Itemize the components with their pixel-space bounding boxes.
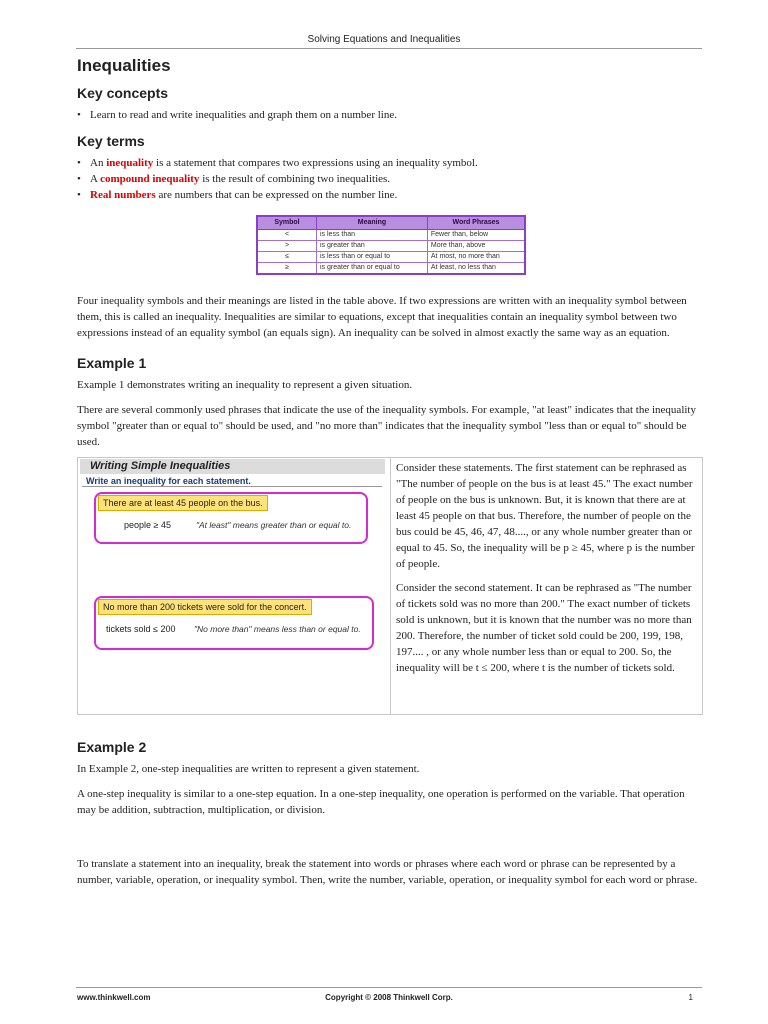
term-real-numbers: Real numbers bbox=[90, 189, 156, 201]
example1-explanation bbox=[391, 458, 702, 714]
table-row bbox=[257, 230, 525, 241]
meaning-cell: is greater than bbox=[317, 241, 428, 252]
figure-rule bbox=[82, 486, 382, 487]
statement2-expression: tickets sold ≤ 200 bbox=[106, 624, 176, 634]
key-concepts-heading: Key concepts bbox=[77, 85, 169, 101]
statement1-note: "At least" means greater than or equal to. bbox=[196, 520, 352, 530]
example2-definition: A one-step inequality is similar to a one-step equation. In a one-step inequality, one operation is performed on the variable. That operation may be addition, subtraction, multiplication, or division. bbox=[77, 788, 685, 816]
table-row bbox=[257, 252, 525, 263]
col-header-word-phrases: Word Phrases bbox=[427, 216, 525, 230]
example1-figure bbox=[78, 458, 391, 714]
footer-copyright: Copyright © 2008 Thinkwell Corp. bbox=[325, 993, 453, 1002]
example2-heading: Example 2 bbox=[77, 739, 147, 755]
explanation-statement2: Consider the second statement. It can be rephrased as "The number of tickets sold was no more than 200." The exact number of tickets sold is unknown, but it is known that the number was no more than 200. Therefore, the number of ticket sold could be 200, 199, 198, 197.... , or any whole number less than or equal to 200. So, the inequality will be t ≤ 200, where t is the number of tickets sold. bbox=[396, 582, 692, 674]
phrase-cell: More than, above bbox=[427, 241, 525, 252]
figure-heading: Writing Simple Inequalities bbox=[80, 459, 385, 474]
inequality-symbol-table bbox=[256, 215, 526, 275]
example2-intro: In Example 2, one-step inequalities are written to represent a given statement. bbox=[77, 763, 420, 775]
meaning-cell: is less than or equal to bbox=[317, 252, 428, 263]
example1-intro: Example 1 demonstrates writing an inequality to represent a given situation. bbox=[77, 379, 413, 391]
figure-subheading: Write an inequality for each statement. bbox=[86, 476, 251, 486]
col-header-symbol: Symbol bbox=[257, 216, 317, 230]
page-title: Inequalities bbox=[77, 56, 171, 75]
symbol-cell: ≤ bbox=[257, 252, 317, 263]
example1-phrases: There are several commonly used phrases that indicate the use of the inequality symbols. For example, "at least" indicates that the inequality symbol "greater than or equal to" should be used, and "no more than" indicates that the inequality symbol "less than or equal to" should be used. bbox=[77, 404, 696, 448]
meaning-cell: is greater than or equal to bbox=[317, 263, 428, 275]
key-concepts-list bbox=[77, 107, 701, 123]
intro-paragraph: Four inequality symbols and their meanings are listed in the table above. If two expressions are written with an inequality symbol between them, this is called an inequality. Inequalities are similar to equations, except that inequalities contain an inequality symbol between two expressions instead of an equality symbol (an equals sign). An inequality can be solved in almost exactly the same way as an equation. bbox=[77, 295, 687, 339]
explanation-statement1: Consider these statements. The first statement can be rephrased as "The number of people on the bus is at least 45." The exact number of people on the bus is unknown. But, it is known that there are at least 45 people on that bus. Therefore, the number of people on the bus could be 45, 46, 47, 48...., or any whole number greater than or equal to 45. So, the inequality will be p ≥ 45, where p is the number of people. bbox=[396, 462, 695, 570]
footer-rule bbox=[76, 987, 702, 988]
phrase-cell: Fewer than, below bbox=[427, 230, 525, 241]
running-header: Solving Equations and Inequalities bbox=[307, 34, 461, 45]
statement2-label: No more than 200 tickets were sold for the concert. bbox=[98, 599, 312, 615]
key-term-item: • Real numbers are numbers that can be expressed on the number line. bbox=[77, 187, 701, 203]
term-inequality: inequality bbox=[106, 157, 154, 169]
meaning-cell: is less than bbox=[317, 230, 428, 241]
footer-page-number: 1 bbox=[688, 993, 693, 1002]
header-rule bbox=[76, 48, 702, 49]
phrase-cell: At most, no more than bbox=[427, 252, 525, 263]
page-content bbox=[77, 52, 701, 897]
key-concept-item: • Learn to read and write inequalities and graph them on a number line. bbox=[77, 107, 701, 123]
symbol-cell: ≥ bbox=[257, 263, 317, 275]
example1-grid bbox=[77, 457, 703, 715]
term-compound-inequality: compound inequality bbox=[100, 173, 200, 185]
symbol-table-wrapper bbox=[256, 215, 526, 275]
example1-heading: Example 1 bbox=[77, 355, 147, 371]
key-term-item: • An inequality is a statement that compares two expressions using an inequality symbol. bbox=[77, 155, 701, 171]
phrase-cell: At least, no less than bbox=[427, 263, 525, 275]
table-row bbox=[257, 263, 525, 275]
symbol-cell: < bbox=[257, 230, 317, 241]
key-terms-heading: Key terms bbox=[77, 133, 145, 149]
key-term-item: • A compound inequality is the result of combining two inequalities. bbox=[77, 171, 701, 187]
table-row bbox=[257, 241, 525, 252]
example2-translation: To translate a statement into an inequality, break the statement into words or phrases where each word or phrase can be represented by a number, variable, operation, or inequality symbol. Then, write the number, variable, operation, or inequality symbol for each word or phrase. bbox=[77, 858, 698, 886]
statement1-expression: people ≥ 45 bbox=[124, 520, 171, 530]
statement1-label: There are at least 45 people on the bus. bbox=[98, 495, 268, 511]
symbol-cell: > bbox=[257, 241, 317, 252]
key-terms-list bbox=[77, 155, 701, 203]
statement2-note: "No more than" means less than or equal to. bbox=[194, 624, 361, 634]
col-header-meaning: Meaning bbox=[317, 216, 428, 230]
footer-website: www.thinkwell.com bbox=[77, 993, 151, 1002]
